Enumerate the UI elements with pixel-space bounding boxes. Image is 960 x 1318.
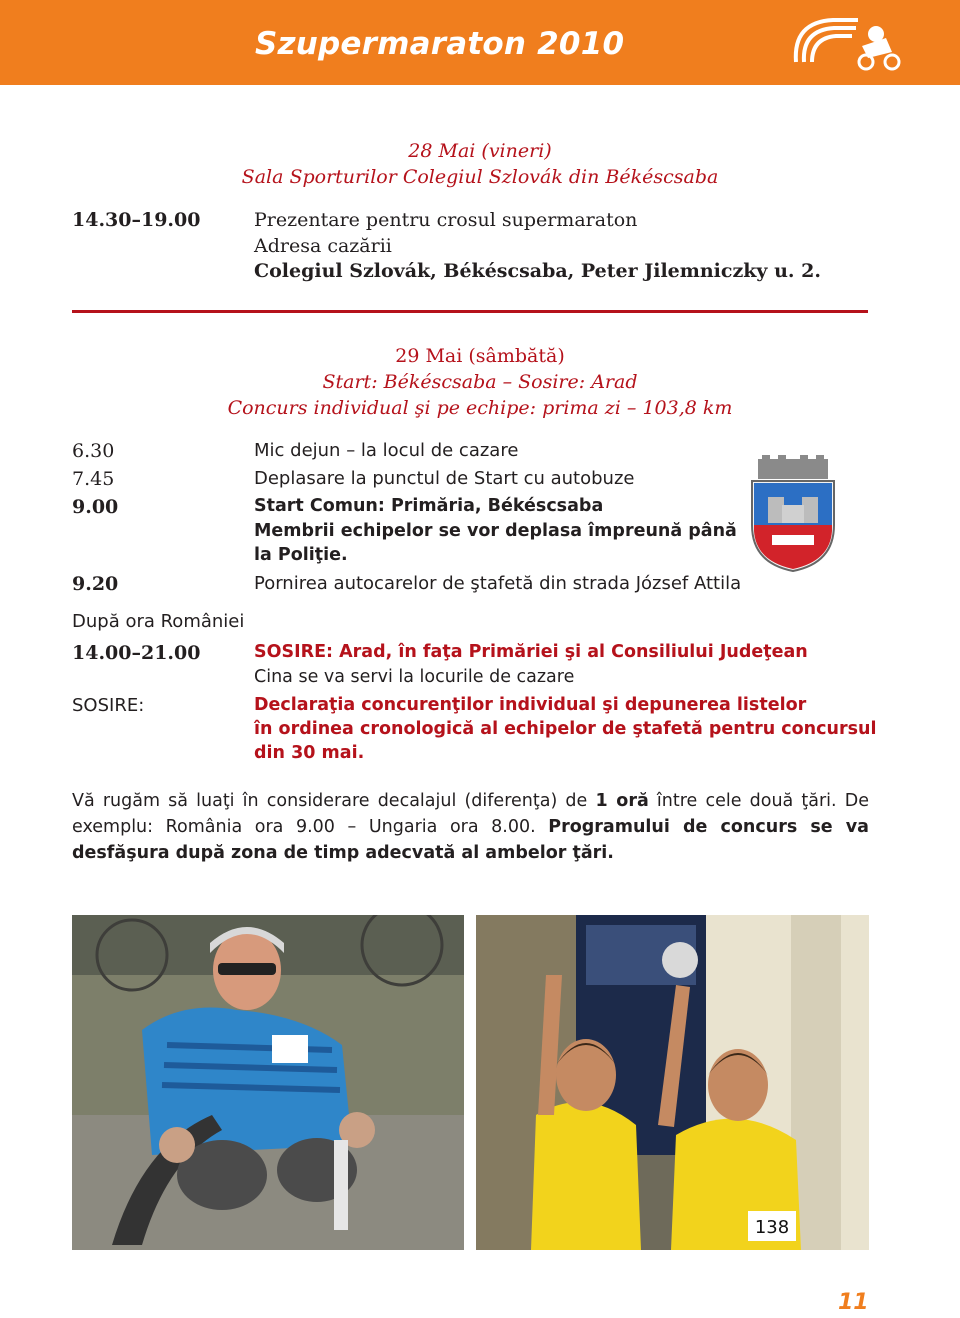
bib-number: 138 [754, 1217, 790, 1238]
schedule-text: Mic dejun – la locul de cazare [254, 440, 519, 461]
header-title: Szupermaraton 2010 [255, 26, 625, 62]
day1-venue: Sala Sporturilor Colegiul Szlovák din Békéscsaba [241, 166, 719, 188]
race-logo-icon [788, 12, 908, 74]
dinner-text: Cina se va servi la locurile de cazare [254, 667, 575, 687]
schedule-text: Pornirea autocarelor de ştafetă din strada József Attila [254, 573, 742, 594]
schedule-time: 9.00 [72, 496, 119, 518]
day2-race: Concurs individual şi pe echipe: prima zi – 103,8 km [227, 397, 733, 419]
sosire-text: din 30 mai. [254, 743, 365, 763]
finish-text: SOSIRE: Arad, în faţa Primăriei şi al Consiliului Judeţean [254, 642, 808, 662]
finish-time: 14.00–21.00 [72, 642, 201, 664]
timezone-note: Vă rugăm să luaţi în considerare decalajul (diferenţa) de 1 oră între cele două ţări. De exemplu: România ora 9.00 – Ungaria ora 8.00. Programului de concurs se va desfăşura după zona de timp adecvată al ambelor ţări. [72, 791, 869, 863]
schedule-time: 6.30 [72, 440, 115, 462]
section-divider [72, 310, 868, 313]
schedule-text: Membrii echipelor se vor deplasa împreună până [254, 521, 737, 541]
page-number: 11 [838, 1290, 869, 1315]
schedule-time: 9.20 [72, 573, 119, 595]
day1-date: 28 Mai (vineri) [408, 140, 552, 162]
sosire-text: în ordinea cronologică al echipelor de ştafetă pentru concursul [254, 719, 877, 739]
schedule-text: Start Comun: Primăria, Békéscsaba [254, 496, 604, 516]
schedule-text: Deplasare la punctul de Start cu autobuze [254, 468, 635, 489]
day2-date: 29 Mai (sâmbătă) [395, 345, 565, 367]
romania-time-note: După ora României [72, 611, 245, 632]
sosire-label: SOSIRE: [72, 695, 145, 716]
day1-address: Colegiul Szlovák, Békéscsaba, Peter Jilemniczky u. 2. [254, 260, 821, 282]
day1-line1: Prezentare pentru crosul supermaraton [254, 209, 638, 231]
day1-line2: Adresa cazării [254, 235, 392, 257]
day1-time: 14.30–19.00 [72, 209, 201, 231]
day2-route: Start: Békéscsaba – Sosire: Arad [322, 371, 638, 393]
arad-coat-of-arms-icon [748, 455, 838, 573]
schedule-text: la Poliţie. [254, 545, 348, 565]
schedule-time: 7.45 [72, 468, 115, 490]
winners-photo [476, 915, 869, 1250]
sosire-text: Declaraţia concurenţilor individual şi depunerea listelor [254, 695, 807, 715]
handbike-photo [72, 915, 464, 1250]
header-bar [0, 0, 960, 85]
